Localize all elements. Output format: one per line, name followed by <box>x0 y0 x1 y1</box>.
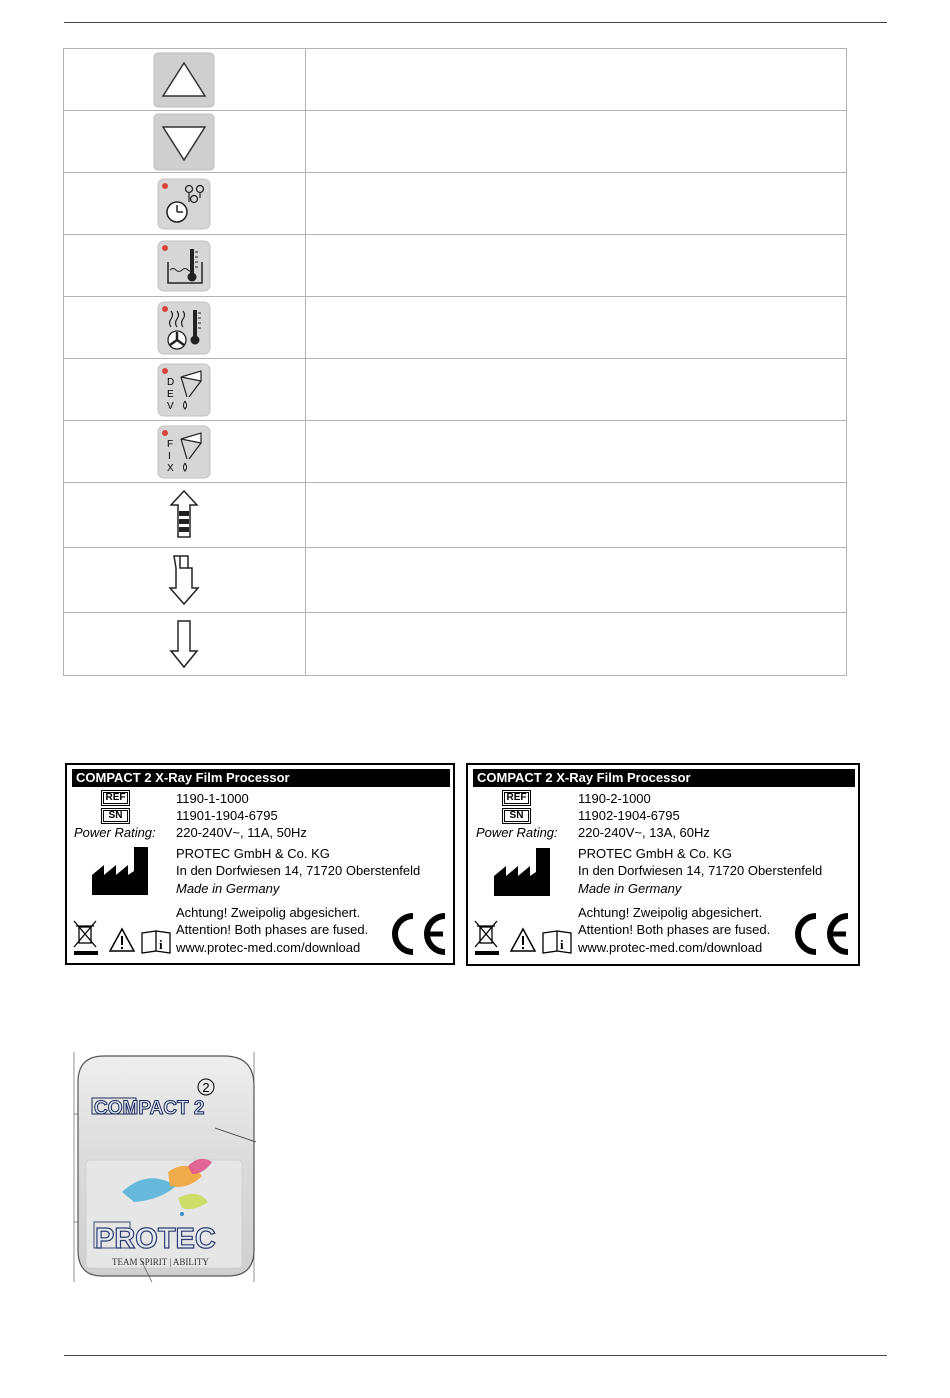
fixer-refill-icon <box>157 425 211 479</box>
ref-value: 1190-2-1000 <box>578 791 651 806</box>
description-cell <box>305 548 846 613</box>
tank-temperature-icon <box>157 240 211 292</box>
warning-de: Achtung! Zweipolig abgesichert. <box>176 905 361 920</box>
manufacturer-icon <box>492 846 552 898</box>
up-arrow-button-icon <box>153 52 215 108</box>
type-label-50hz <box>65 763 455 965</box>
sn-value: 11901-1904-6795 <box>176 808 278 823</box>
warning-de: Achtung! Zweipolig abgesichert. <box>578 905 763 920</box>
power-value: 220-240V~, 11A, 50Hz <box>176 825 307 840</box>
power-label: Power Rating: <box>74 825 156 840</box>
label-title: COMPACT 2 X-Ray Film Processor <box>473 769 855 787</box>
description-cell <box>305 613 846 676</box>
description-cell <box>305 49 846 111</box>
icon-table <box>63 48 847 676</box>
brand-name: PROTEC <box>95 1223 216 1255</box>
company-name: PROTEC GmbH & Co. KG <box>176 846 330 861</box>
timer-icon <box>157 178 211 230</box>
developer-refill-icon <box>157 363 211 417</box>
download-url: www.protec-med.com/download <box>176 940 361 955</box>
dev-letter-v: V <box>167 400 175 412</box>
table-row <box>64 49 847 111</box>
description-cell <box>305 297 846 359</box>
dev-letter-d: D <box>167 376 175 388</box>
description-cell <box>305 173 846 235</box>
ref-value: 1190-1-1000 <box>176 791 249 806</box>
power-label: Power Rating: <box>476 825 558 840</box>
callout-number: 2 <box>202 1080 210 1095</box>
sn-tag: SN <box>502 808 531 824</box>
svg-text:i: i <box>560 937 564 952</box>
instructions-icon <box>543 931 571 953</box>
symbol-strip <box>473 919 575 959</box>
weee-bin-icon <box>74 921 98 955</box>
brand-tagline: TEAM SPIRIT | ABILITY <box>112 1257 209 1267</box>
top-rule <box>64 22 887 23</box>
down-arrow-icon <box>169 619 199 669</box>
fix-letter-i: I <box>168 450 172 462</box>
ref-tag: REF <box>101 790 130 806</box>
sn-value: 11902-1904-6795 <box>578 808 680 823</box>
company-name: PROTEC GmbH & Co. KG <box>578 846 732 861</box>
table-row <box>64 111 847 173</box>
description-cell <box>305 235 846 297</box>
made-in: Made in Germany <box>176 881 280 896</box>
instructions-icon <box>142 931 170 953</box>
table-row <box>64 173 847 235</box>
table-row <box>64 421 847 483</box>
label-title: COMPACT 2 X-Ray Film Processor <box>72 769 450 787</box>
table-row <box>64 297 847 359</box>
table-row <box>64 483 847 548</box>
front-panel-drawing <box>70 1050 270 1282</box>
weee-bin-icon <box>475 921 499 955</box>
warning-triangle-icon <box>110 929 134 951</box>
warning-en: Attention! Both phases are fused. <box>176 922 369 937</box>
fix-letter-f: F <box>167 438 174 450</box>
description-cell <box>305 359 846 421</box>
type-label-60hz <box>466 763 860 966</box>
product-name: COMPACT 2 <box>94 1098 205 1119</box>
download-url: www.protec-med.com/download <box>578 940 763 955</box>
film-in-arrow-icon <box>169 489 199 541</box>
table-row <box>64 613 847 676</box>
company-address: In den Dorfwiesen 14, 71720 Oberstenfeld <box>176 863 421 878</box>
made-in: Made in Germany <box>578 881 682 896</box>
description-cell <box>305 421 846 483</box>
down-arrow-button-icon <box>153 113 215 171</box>
dryer-temperature-icon <box>157 301 211 355</box>
manufacturer-icon <box>90 845 150 897</box>
table-row <box>64 235 847 297</box>
ce-mark-icon <box>790 912 852 956</box>
symbol-strip <box>72 919 174 959</box>
description-cell <box>305 483 846 548</box>
warning-triangle-icon <box>511 929 535 951</box>
warning-en: Attention! Both phases are fused. <box>578 922 771 937</box>
fix-letter-x: X <box>167 462 175 474</box>
dev-letter-e: E <box>167 388 175 400</box>
bottom-rule <box>64 1355 887 1356</box>
sn-tag: SN <box>101 808 130 824</box>
table-row <box>64 548 847 613</box>
svg-text:i: i <box>159 937 163 952</box>
ce-mark-icon <box>387 912 449 956</box>
description-cell <box>305 111 846 173</box>
power-value: 220-240V~, 13A, 60Hz <box>578 825 710 840</box>
film-out-arrow-icon <box>168 554 200 606</box>
ref-tag: REF <box>502 790 531 806</box>
company-address: In den Dorfwiesen 14, 71720 Oberstenfeld <box>578 863 823 878</box>
table-row <box>64 359 847 421</box>
